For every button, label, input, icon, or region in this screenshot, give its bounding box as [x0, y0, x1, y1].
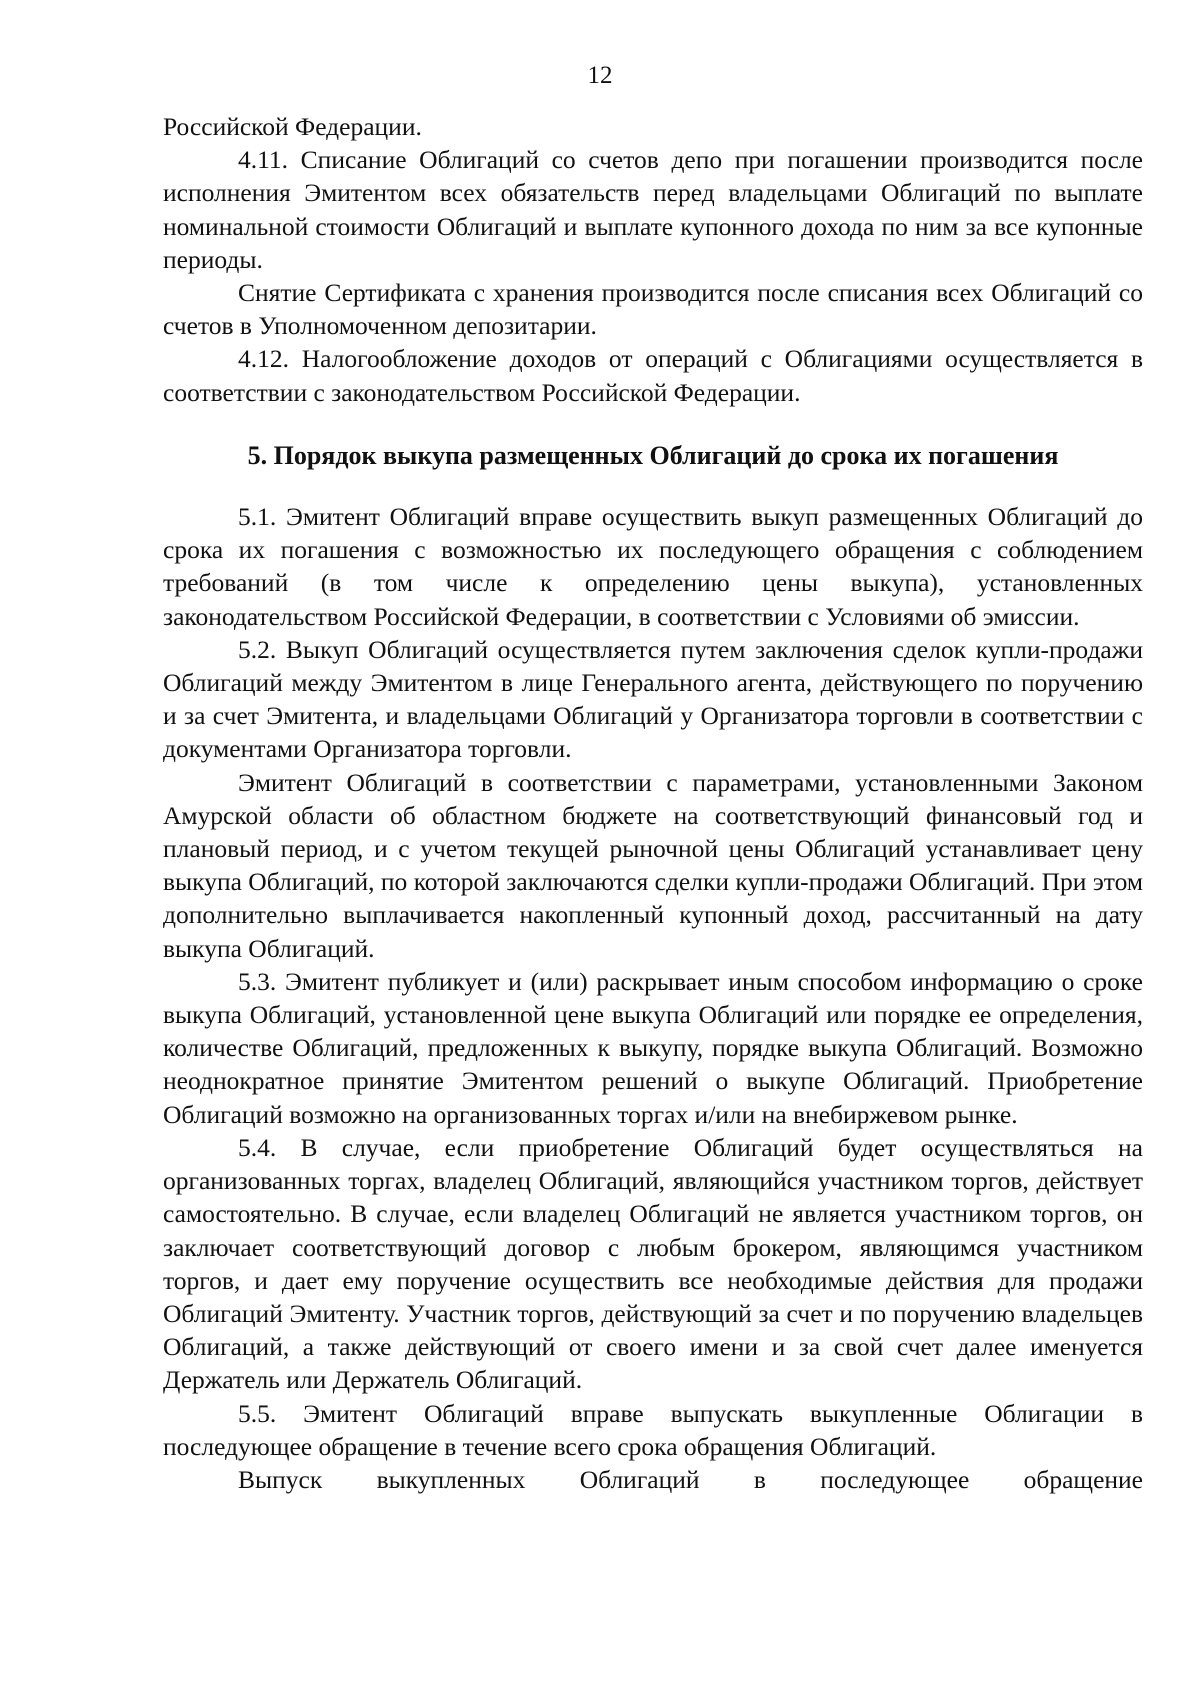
- paragraph-4-11: 4.11. Списание Облигаций со счетов депо при погашении производится после исполнения Эмитентом всех обязательств перед владельцами Облигаций по выплате номинальной стоимости Облигаций и выплате купонного дохода по ним за все купонные периоды.: [163, 145, 1143, 274]
- paragraph-4-12: 4.12. Налогообложение доходов от операций с Облигациями осуществляется в соответствии с законодательством Российской Федерации.: [163, 344, 1143, 407]
- paragraph-5-4: 5.4. В случае, если приобретение Облигаций будет осуществляться на организованных торгах, владелец Облигаций, являющийся участником торгов, действует самостоятельно. В случае, если владелец Облигаций не является участником торгов, он заключает соответствующий договор с любым брокером, являющимся участником торгов, и дает ему поручение осуществить все необходимые действия для продажи Облигаций Эмитенту. Участник торгов, действующий за счет и по поручению владельцев Облигаций, а также действующий от своего имени и за свой счет далее именуется Держатель или Держатель Облигаций.: [163, 1132, 1143, 1395]
- paragraph-continuation: Российской Федерации.: [163, 112, 422, 141]
- paragraph-certificate-removal: Снятие Сертификата с хранения производится после списания всех Облигаций со счетов в Уполномоченном депозитарии.: [163, 278, 1143, 341]
- paragraph-5-2: 5.2. Выкуп Облигаций осуществляется путем заключения сделок купли-продажи Облигаций между Эмитентом в лице Генерального агента, действующего по поручению и за счет Эмитента, и владельцами Облигаций у Организатора торговли в соответствии с документами Организатора торговли.: [163, 634, 1143, 764]
- section-5-heading: 5. Порядок выкупа размещенных Облигаций до срока их погашения: [247, 440, 1059, 470]
- paragraph-reissue: Выпуск выкупленных Облигаций в последующее обращение: [238, 1464, 1143, 1494]
- paragraph-5-1: 5.1. Эмитент Облигаций вправе осуществить выкуп размещенных Облигаций до срока их погашения с возможностью их последующего обращения с соблюдением требований (в том числе к определению цены выкупа), установленных законодательством Российской Федерации, в соответствии с Условиями об эмиссии.: [163, 502, 1143, 631]
- page-number: 12: [587, 62, 613, 89]
- paragraph-5-5: 5.5. Эмитент Облигаций вправе выпускать выкупленные Облигации в последующее обращение в течение всего срока обращения Облигаций.: [163, 1398, 1143, 1461]
- paragraph-5-3: 5.3. Эмитент публикует и (или) раскрывает иным способом информацию о сроке выкупа Облигаций, установленной цене выкупа Облигаций или порядке ее определения, количестве Облигаций, предложенных к выкупу, порядке выкупа Облигаций. Возможно неоднократное принятие Эмитентом решений о выкупе Облигаций. Приобретение Облигаций возможно на организованных торгах и/или на внебиржевом рынке.: [163, 966, 1143, 1129]
- paragraph-buyback-price: Эмитент Облигаций в соответствии с параметрами, установленными Законом Амурской области об областном бюджете на соответствующий финансовый год и плановый период, и с учетом текущей рыночной цены Облигаций устанавливает цену выкупа Облигаций, по которой заключаются сделки купли-продажи Облигаций. При этом дополнительно выплачивается накопленный купонный доход, рассчитанный на дату выкупа Облигаций.: [163, 767, 1143, 963]
- document-body: [163, 110, 1143, 1496]
